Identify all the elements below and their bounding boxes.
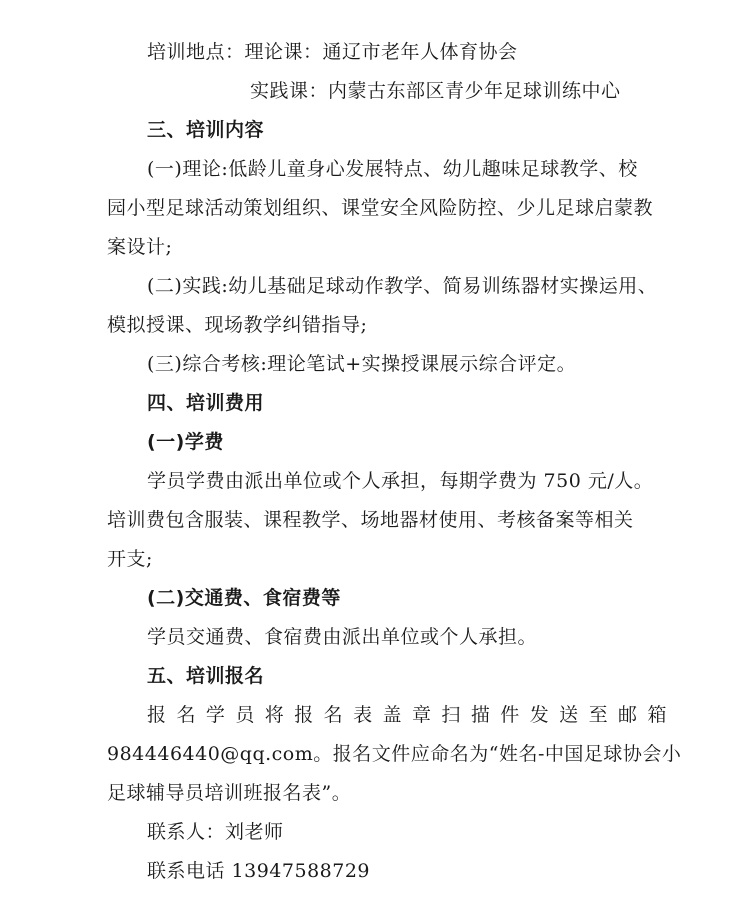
- content-practice-line-1: (二)实践:幼儿基础足球动作教学、简易训练器材实操运用、: [147, 275, 658, 297]
- content-exam: (三)综合考核:理论笔试+实操授课展示综合评定。: [147, 353, 577, 375]
- content-theory-line-1: (一)理论:低龄儿童身心发展特点、幼儿趣味足球教学、校: [147, 158, 638, 180]
- fee-subsection-1-title: (一)学费: [147, 431, 224, 453]
- signup-line-1: 报名学员将报名表盖章扫描件发送至邮箱: [147, 704, 667, 726]
- content-practice-line-2: 模拟授课、现场教学纠错指导;: [107, 314, 368, 336]
- training-location: 培训地点：理论课：通辽市老年人体育协会: [147, 41, 518, 63]
- section-4-title: 四、培训费用: [147, 392, 265, 414]
- signup-line-2: 984446440@qq.com。报名文件应命名为“姓名-中国足球协会小: [107, 743, 682, 765]
- section-3-title: 三、培训内容: [147, 119, 265, 141]
- fee-tuition-line-2: 培训费包含服装、课程教学、场地器材使用、考核备案等相关: [107, 509, 634, 531]
- contact-person: 联系人：刘老师: [147, 821, 284, 843]
- training-location-practice: 实践课：内蒙古东部区青少年足球训练中心: [250, 80, 621, 102]
- content-theory-line-2: 园小型足球活动策划组织、课堂安全风险防控、少儿足球启蒙教: [107, 197, 654, 219]
- fee-tuition-line-3: 开支;: [107, 548, 153, 570]
- signup-line-3: 足球辅导员培训班报名表”。: [107, 782, 352, 804]
- contact-phone: 联系电话 13947588729: [147, 860, 371, 882]
- section-5-title: 五、培训报名: [147, 665, 265, 687]
- content-theory-line-3: 案设计;: [107, 236, 173, 258]
- fee-subsection-2-title: (二)交通费、食宿费等: [147, 587, 341, 609]
- fee-tuition-line-1: 学员学费由派出单位或个人承担，每期学费为 750 元/人。: [147, 470, 654, 492]
- fee-travel: 学员交通费、食宿费由派出单位或个人承担。: [147, 626, 538, 648]
